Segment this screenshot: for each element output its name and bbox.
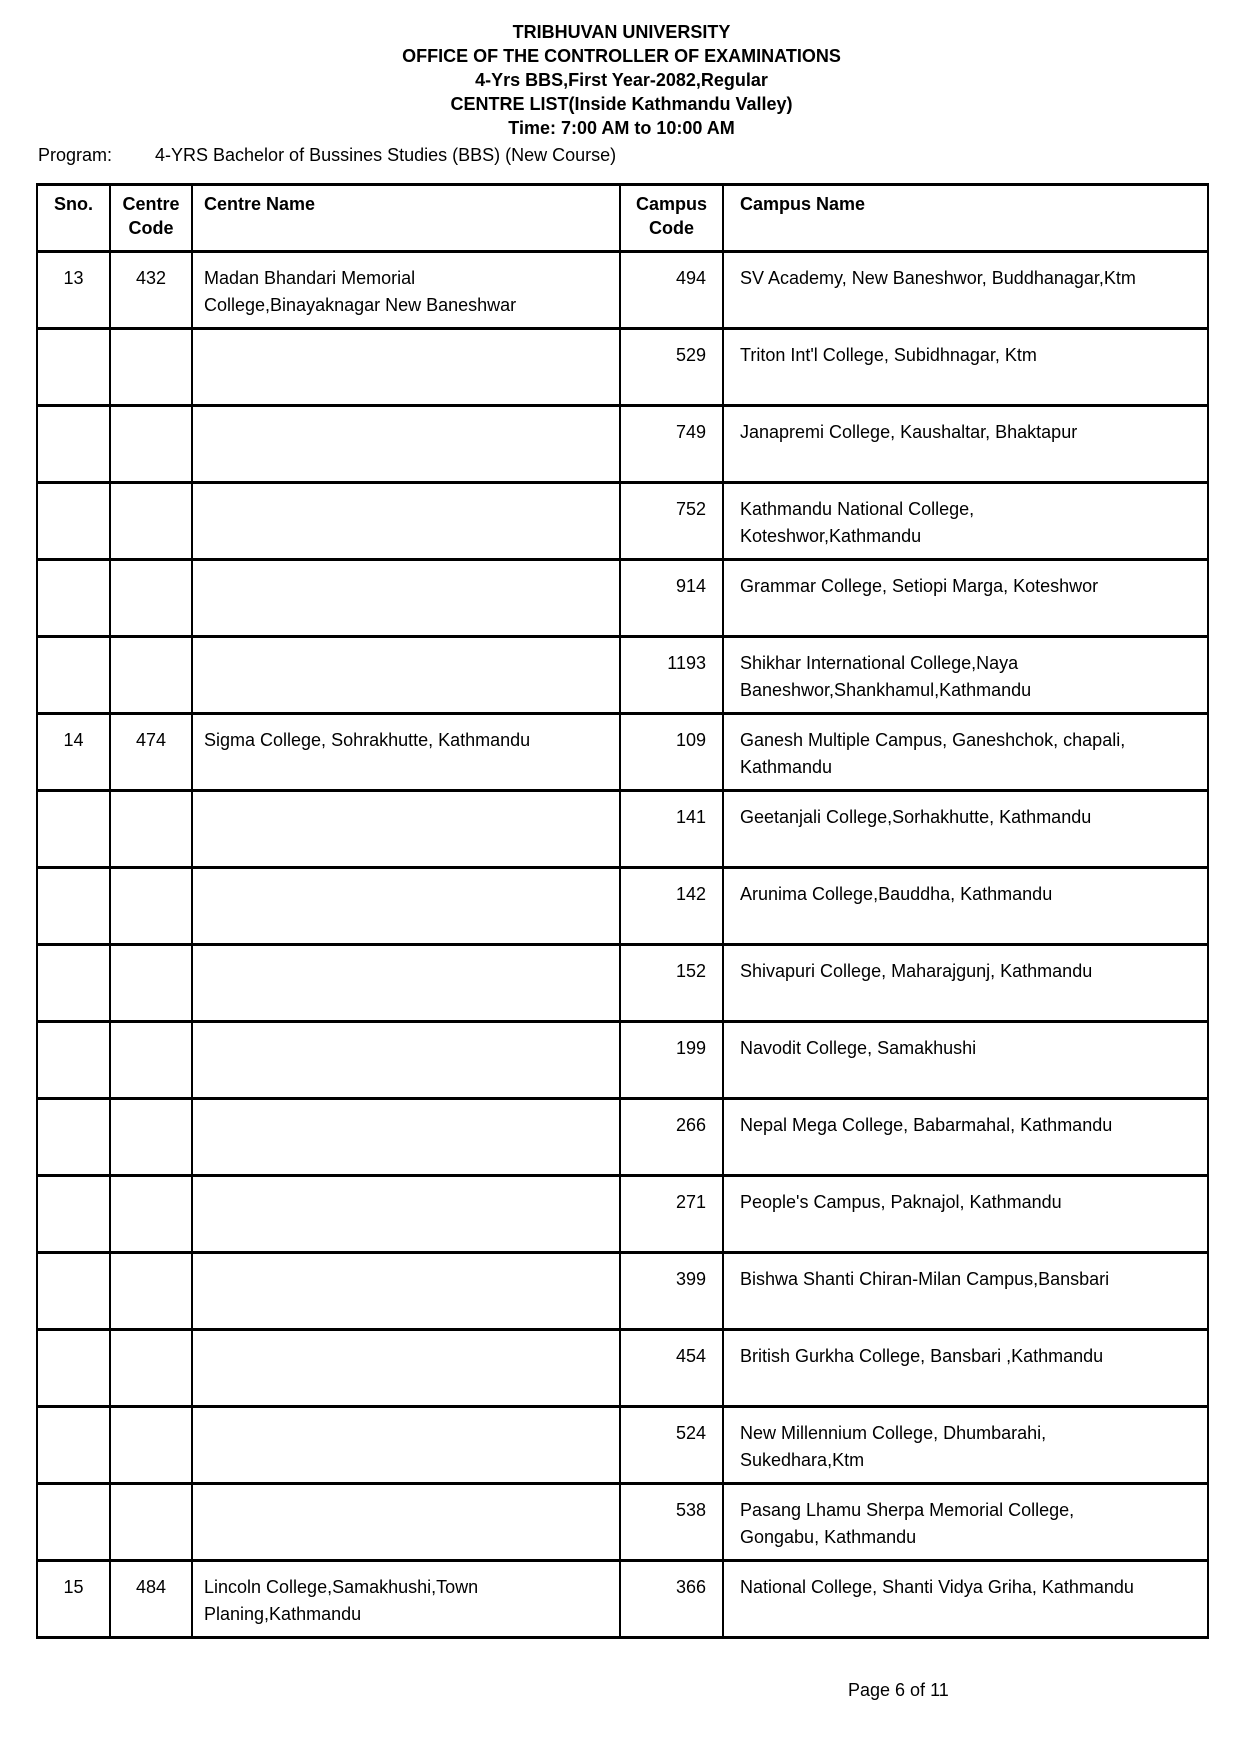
centre-name-cell [192, 1176, 620, 1253]
centre-code-cell: 484 [110, 1561, 192, 1638]
program-value: 4-YRS Bachelor of Bussines Studies (BBS) (New Course) [155, 145, 617, 165]
centre-code-cell [110, 406, 192, 483]
table-row [37, 1099, 1208, 1176]
table-row [37, 1407, 1208, 1484]
campus-code-cell: 152 [620, 945, 723, 1022]
campus-code-cell: 494 [620, 252, 723, 329]
table-row [37, 1561, 1208, 1638]
centre-name-cell [192, 1484, 620, 1561]
sno-cell [37, 1407, 110, 1484]
centre-name-cell: Madan Bhandari Memorial College,Binayaknagar New Baneshwar [192, 252, 620, 329]
centre-code-cell [110, 945, 192, 1022]
column-header-sno: Sno. [37, 185, 110, 252]
campus-code-cell: 399 [620, 1253, 723, 1330]
centre-name-cell [192, 1330, 620, 1407]
centre-code-cell [110, 1176, 192, 1253]
centre-name-cell [192, 1099, 620, 1176]
campus-code-cell: 914 [620, 560, 723, 637]
table-body [37, 252, 1208, 1638]
sno-cell: 14 [37, 714, 110, 791]
campus-name-cell: SV Academy, New Baneshwor, Buddhanagar,Ktm [723, 252, 1208, 329]
campus-code-cell: 529 [620, 329, 723, 406]
centre-name-cell [192, 1253, 620, 1330]
centre-name-cell [192, 560, 620, 637]
sno-cell [37, 1253, 110, 1330]
sno-cell [37, 1484, 110, 1561]
table-row [37, 637, 1208, 714]
centre-name-cell: Lincoln College,Samakhushi,Town Planing,Kathmandu [192, 1561, 620, 1638]
campus-name-cell: Pasang Lhamu Sherpa Memorial College, Gongabu, Kathmandu [723, 1484, 1208, 1561]
sno-cell: 13 [37, 252, 110, 329]
centre-name-cell [192, 868, 620, 945]
campus-code-cell: 454 [620, 1330, 723, 1407]
campus-code-cell: 1193 [620, 637, 723, 714]
sno-cell [37, 329, 110, 406]
centre-code-cell [110, 868, 192, 945]
campus-name-cell: New Millennium College, Dhumbarahi, Sukedhara,Ktm [723, 1407, 1208, 1484]
centre-name-cell [192, 483, 620, 560]
table-row [37, 945, 1208, 1022]
campus-code-cell: 141 [620, 791, 723, 868]
campus-name-cell: Grammar College, Setiopi Marga, Koteshwor [723, 560, 1208, 637]
campus-name-cell: British Gurkha College, Bansbari ,Kathmandu [723, 1330, 1208, 1407]
table-row [37, 1176, 1208, 1253]
sno-cell [37, 560, 110, 637]
centre-list-table [36, 183, 1209, 1639]
centre-name-cell [192, 1407, 620, 1484]
sno-cell [37, 406, 110, 483]
table-row [37, 252, 1208, 329]
centre-code-cell [110, 1484, 192, 1561]
column-header-campus-code: Campus Code [620, 185, 723, 252]
campus-name-cell: Shikhar International College,Naya Baneshwor,Shankhamul,Kathmandu [723, 637, 1208, 714]
centre-code-cell [110, 1330, 192, 1407]
column-header-campus-name: Campus Name [723, 185, 1208, 252]
centre-code-cell [110, 483, 192, 560]
centre-name-cell [192, 791, 620, 868]
table-header-row [37, 185, 1208, 252]
campus-name-cell: Janapremi College, Kaushaltar, Bhaktapur [723, 406, 1208, 483]
campus-code-cell: 752 [620, 483, 723, 560]
centre-code-cell [110, 791, 192, 868]
campus-name-cell: Arunima College,Bauddha, Kathmandu [723, 868, 1208, 945]
sno-cell [37, 483, 110, 560]
campus-name-cell: Bishwa Shanti Chiran-Milan Campus,Bansbari [723, 1253, 1208, 1330]
centre-name-cell [192, 1022, 620, 1099]
document-header [36, 0, 1207, 140]
table-row [37, 1330, 1208, 1407]
centre-code-cell [110, 1099, 192, 1176]
centre-name-cell [192, 329, 620, 406]
sno-cell [37, 791, 110, 868]
centre-name-cell [192, 406, 620, 483]
table-row [37, 714, 1208, 791]
campus-name-cell: People's Campus, Paknajol, Kathmandu [723, 1176, 1208, 1253]
campus-code-cell: 142 [620, 868, 723, 945]
centre-code-cell: 432 [110, 252, 192, 329]
sno-cell: 15 [37, 1561, 110, 1638]
campus-code-cell: 524 [620, 1407, 723, 1484]
campus-code-cell: 271 [620, 1176, 723, 1253]
university-title: TRIBHUVAN UNIVERSITY [512, 22, 731, 42]
exam-title: 4-Yrs BBS,First Year-2082,Regular [475, 70, 768, 90]
exam-time: Time: 7:00 AM to 10:00 AM [508, 118, 735, 138]
table-row [37, 868, 1208, 945]
table-row [37, 406, 1208, 483]
table-row [37, 560, 1208, 637]
centre-list-title: CENTRE LIST(Inside Kathmandu Valley) [450, 94, 793, 114]
campus-code-cell: 538 [620, 1484, 723, 1561]
campus-code-cell: 749 [620, 406, 723, 483]
campus-name-cell: National College, Shanti Vidya Griha, Kathmandu [723, 1561, 1208, 1638]
table-row [37, 791, 1208, 868]
centre-code-cell [110, 1253, 192, 1330]
centre-name-cell [192, 945, 620, 1022]
centre-code-cell: 474 [110, 714, 192, 791]
centre-code-cell [110, 1022, 192, 1099]
campus-name-cell: Ganesh Multiple Campus, Ganeshchok, chapali, Kathmandu [723, 714, 1208, 791]
column-header-centre-code: Centre Code [110, 185, 192, 252]
program-label: Program: [38, 145, 113, 165]
campus-name-cell: Kathmandu National College, Koteshwor,Kathmandu [723, 483, 1208, 560]
centre-name-cell [192, 637, 620, 714]
campus-code-cell: 266 [620, 1099, 723, 1176]
program-row [38, 144, 1240, 166]
campus-name-cell: Navodit College, Samakhushi [723, 1022, 1208, 1099]
table-row [37, 1484, 1208, 1561]
sno-cell [37, 945, 110, 1022]
sno-cell [37, 1176, 110, 1253]
centre-code-cell [110, 1407, 192, 1484]
table-row [37, 1022, 1208, 1099]
campus-name-cell: Nepal Mega College, Babarmahal, Kathmandu [723, 1099, 1208, 1176]
campus-code-cell: 109 [620, 714, 723, 791]
campus-name-cell: Triton Int'l College, Subidhnagar, Ktm [723, 329, 1208, 406]
sno-cell [37, 1330, 110, 1407]
page-number: Page 6 of 11 [848, 1680, 949, 1700]
campus-code-cell: 199 [620, 1022, 723, 1099]
table-row [37, 1253, 1208, 1330]
sno-cell [37, 1022, 110, 1099]
campus-code-cell: 366 [620, 1561, 723, 1638]
column-header-centre-name: Centre Name [192, 185, 620, 252]
table-row [37, 483, 1208, 560]
sno-cell [37, 1099, 110, 1176]
table-row [37, 329, 1208, 406]
campus-name-cell: Shivapuri College, Maharajgunj, Kathmandu [723, 945, 1208, 1022]
sno-cell [37, 637, 110, 714]
office-title: OFFICE OF THE CONTROLLER OF EXAMINATIONS [402, 46, 841, 66]
centre-code-cell [110, 637, 192, 714]
campus-name-cell: Geetanjali College,Sorhakhutte, Kathmandu [723, 791, 1208, 868]
sno-cell [37, 868, 110, 945]
centre-code-cell [110, 560, 192, 637]
centre-code-cell [110, 329, 192, 406]
centre-name-cell: Sigma College, Sohrakhutte, Kathmandu [192, 714, 620, 791]
